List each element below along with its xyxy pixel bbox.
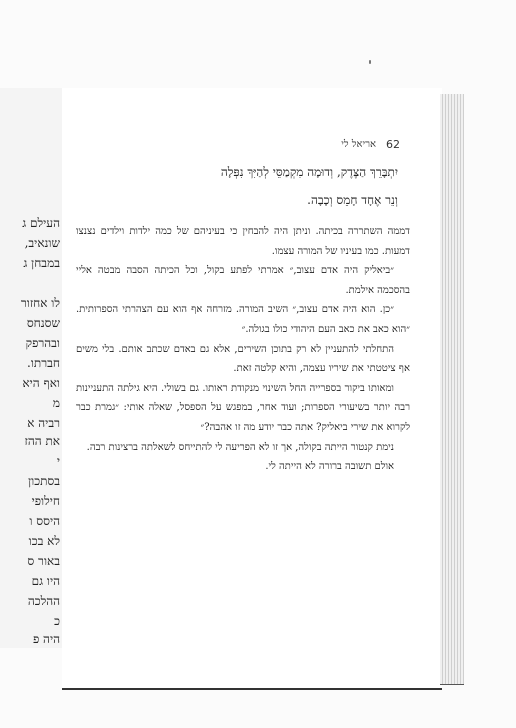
left-page-line: כ	[54, 614, 60, 628]
page-number: 62	[386, 138, 400, 151]
page-header	[280, 138, 400, 151]
paragraph: ״כן. הוא היה אדם עצוב,״ השיב המורה. מזרחה אף הוא עם הצהרתי הספרותית. ״הוא כאב את כאב העם היהודי כולו בגולה.״	[76, 304, 410, 335]
left-page-line: רביה א	[27, 416, 60, 430]
left-facing-page	[0, 88, 66, 648]
paragraph: אולם תשובה ברורה לא הייתה לי.	[265, 461, 394, 473]
paragraph: ״ביאליק היה אדם עצוב,״ אמרתי לפתע בקול, וכל הכיתה הסבה מבטה אליי בהסכמה אילמת.	[76, 265, 410, 296]
page-edges	[440, 94, 464, 685]
paragraph: התחלתי להתעניין לא רק בתוכן השירים, אלא גם באדם שכתב אותם. בלי משים אף ציטטתי את שיריו עצמה, והיא קלטה זאת.	[76, 343, 410, 375]
left-page-line: שסנחס	[26, 316, 60, 330]
left-page-line: בסתכון	[28, 474, 60, 488]
left-page-line: את ההז	[24, 434, 60, 448]
body-text	[76, 222, 410, 477]
poem-line: וְנֵר אֶחָד חָמֵס וְכָבָה.	[307, 193, 398, 207]
left-page-line: ואף היא	[22, 376, 60, 390]
left-page-line: שונאיב,	[24, 236, 60, 250]
left-page-line: באור ס	[27, 554, 60, 568]
left-page-line: היה פ	[32, 632, 60, 646]
left-page-line: לא בכו	[28, 534, 60, 548]
scan-speck	[369, 60, 371, 64]
left-page-line: חברתו.	[27, 356, 60, 370]
left-page-line: העילם ג	[22, 216, 60, 230]
poem-line: יִתְבָּרֵךְ הַצֶּדֶק, וְדוּמָה מִקְמַסֵּי לְהַיִּךְ נִפְּלָה	[220, 165, 398, 179]
paragraph: דממה השתררה בכיתה. וניתן היה להבחין כי בעיניהם של כמה ילדות וילדים נצנצו דמעות. כמו בעיניו של המורה עצמו.	[76, 226, 410, 257]
paragraph: נימת קנטור הייתה בקולה, אך זו לא הפריעה לי להתייחס לשאלתה ברצינות רבה.	[86, 441, 394, 453]
left-page-line: היו גם	[31, 574, 60, 588]
left-page-line: לו אחזור	[20, 296, 60, 310]
left-page-line: ובהרפק	[25, 336, 60, 350]
left-page-line: חילופי	[31, 494, 60, 508]
running-head: אריאל לי	[341, 139, 376, 150]
paragraph: ומאותו ביקור בספרייה החל השינוי מנקודת ראותו. גם בשולי. היא גילתה התעניינות רבה יותר בשיעורי הספרות; ועוד אחר, במפגש על הספסל, שאלה אותי: ״גמרת כבר לקרוא את שירי ביאליק? אתה כבר יודע מה זו אהבה?״	[76, 382, 410, 433]
left-page-line: מ	[52, 396, 60, 410]
left-page-line: ההלכה	[27, 594, 60, 608]
left-page-line: במבחן ג	[23, 256, 60, 270]
left-page-line: היסס ו	[29, 514, 60, 528]
left-page-line: י	[56, 454, 60, 468]
